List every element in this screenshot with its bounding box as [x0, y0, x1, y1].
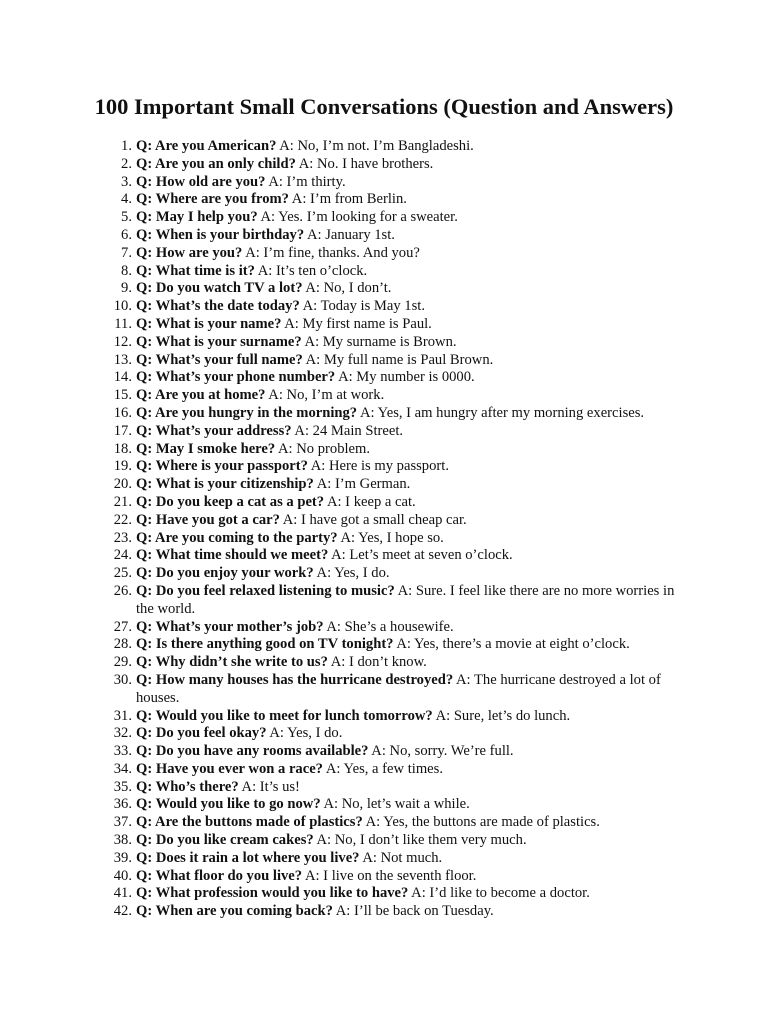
- list-item: [100, 209, 690, 227]
- question-text: Q: May I smoke here?: [136, 440, 276, 457]
- list-item: [100, 352, 690, 370]
- question-text: Q: Do you feel okay?: [136, 725, 267, 742]
- question-text: Q: Who’s there?: [136, 778, 239, 795]
- question-text: Q: Are you hungry in the morning?: [136, 404, 358, 421]
- question-text: Q: Are you American?: [136, 138, 277, 154]
- item-number: 19.: [113, 458, 132, 475]
- question-text: Q: Are you at home?: [136, 387, 266, 404]
- item-number: 42.: [113, 903, 132, 920]
- item-number: 23.: [113, 529, 132, 546]
- list-item: [100, 156, 690, 174]
- list-item: [100, 138, 690, 156]
- list-item: [100, 405, 690, 423]
- answer-text: A: Yes, a few times.: [325, 760, 443, 777]
- answer-text: A: Yes, I do.: [269, 725, 343, 742]
- item-number: 37.: [113, 814, 132, 831]
- question-text: Q: When are you coming back?: [136, 903, 333, 920]
- answer-text: A: No problem.: [278, 440, 371, 457]
- answer-text: A: Yes, I do.: [316, 565, 390, 582]
- question-text: Q: What floor do you live?: [136, 867, 303, 884]
- answer-text: A: No, I don’t like them very much.: [316, 832, 527, 849]
- item-number: 40.: [113, 867, 132, 884]
- answer-text: A: No, sorry. We’re full.: [371, 743, 514, 760]
- item-number: 38.: [113, 832, 132, 849]
- question-text: Q: What’s your phone number?: [136, 369, 336, 386]
- list-item: [100, 191, 690, 209]
- item-number: 32.: [113, 725, 132, 742]
- qa-list: [100, 138, 690, 921]
- answer-text: A: I’d like to become a doctor.: [411, 885, 590, 902]
- list-item: [100, 672, 690, 708]
- list-item: [100, 654, 690, 672]
- question-text: Q: What time should we meet?: [136, 547, 329, 564]
- question-text: Q: How many houses has the hurricane destroyed?: [136, 671, 454, 688]
- item-number: 31.: [113, 707, 132, 724]
- question-text: Q: Where are you from?: [136, 191, 289, 208]
- question-text: Q: Where is your passport?: [136, 458, 308, 475]
- question-text: Q: How old are you?: [136, 173, 266, 190]
- item-number: 24.: [113, 547, 132, 564]
- answer-text: A: The hurricane destroyed a lot of houses.: [136, 671, 661, 706]
- list-item: [100, 565, 690, 583]
- answer-text: A: Yes, there’s a movie at eight o’clock.: [396, 636, 630, 653]
- question-text: Q: Do you have any rooms available?: [136, 743, 369, 760]
- item-number: 8.: [121, 262, 132, 279]
- list-item: [100, 885, 690, 903]
- answer-text: A: Here is my passport.: [310, 458, 449, 475]
- list-item: [100, 369, 690, 387]
- answer-text: A: No. I have brothers.: [298, 155, 434, 172]
- answer-text: A: I’m from Berlin.: [291, 191, 407, 208]
- item-number: 7.: [121, 244, 132, 261]
- answer-text: A: My number is 0000.: [338, 369, 475, 386]
- answer-text: A: Yes, I am hungry after my morning exercises.: [359, 404, 645, 421]
- list-item: [100, 868, 690, 886]
- answer-text: A: It’s us!: [241, 778, 300, 795]
- question-text: Q: Is there anything good on TV tonight?: [136, 636, 394, 653]
- document-title: 100 Important Small Conversations (Question and Answers): [94, 94, 674, 119]
- question-text: Q: What is your name?: [136, 315, 282, 332]
- question-text: Q: What is your surname?: [136, 333, 302, 350]
- item-number: 25.: [113, 565, 132, 582]
- answer-text: A: No, I’m not. I’m Bangladeshi.: [279, 138, 474, 154]
- question-text: Q: Are you an only child?: [136, 155, 296, 172]
- item-number: 34.: [113, 760, 132, 777]
- question-text: Q: Do you feel relaxed listening to music?: [136, 582, 395, 599]
- answer-text: A: 24 Main Street.: [294, 422, 404, 439]
- answer-text: A: I’m fine, thanks. And you?: [245, 244, 420, 261]
- answer-text: A: Today is May 1st.: [302, 298, 425, 315]
- item-number: 5.: [121, 209, 132, 226]
- item-number: 18.: [113, 440, 132, 457]
- question-text: Q: Does it rain a lot where you live?: [136, 849, 360, 866]
- question-text: Q: Would you like to meet for lunch tomorrow?: [136, 707, 433, 724]
- answer-text: A: Not much.: [362, 849, 443, 866]
- answer-text: A: I have got a small cheap car.: [282, 511, 467, 528]
- item-number: 15.: [113, 387, 132, 404]
- list-item: [100, 903, 690, 921]
- list-item: [100, 494, 690, 512]
- list-item: [100, 832, 690, 850]
- question-text: Q: What’s your address?: [136, 422, 292, 439]
- item-number: 33.: [113, 743, 132, 760]
- list-item: [100, 814, 690, 832]
- item-number: 17.: [113, 422, 132, 439]
- item-number: 30.: [113, 671, 132, 688]
- list-item: [100, 796, 690, 814]
- item-number: 3.: [121, 173, 132, 190]
- list-item: [100, 298, 690, 316]
- item-number: 11.: [114, 315, 132, 332]
- question-text: Q: When is your birthday?: [136, 226, 305, 243]
- question-text: Q: May I help you?: [136, 209, 258, 226]
- list-item: [100, 512, 690, 530]
- list-item: [100, 441, 690, 459]
- question-text: Q: Are the buttons made of plastics?: [136, 814, 363, 831]
- question-text: Q: What’s your full name?: [136, 351, 303, 368]
- answer-text: A: January 1st.: [306, 226, 395, 243]
- list-item: [100, 779, 690, 797]
- answer-text: A: My full name is Paul Brown.: [305, 351, 494, 368]
- answer-text: A: I’m German.: [316, 476, 411, 493]
- answer-text: A: It’s ten o’clock.: [257, 262, 368, 279]
- item-number: 4.: [121, 191, 132, 208]
- question-text: Q: What’s your mother’s job?: [136, 618, 324, 635]
- item-number: 12.: [113, 333, 132, 350]
- item-number: 28.: [113, 636, 132, 653]
- list-item: [100, 387, 690, 405]
- list-item: [100, 263, 690, 281]
- list-item: [100, 245, 690, 263]
- question-text: Q: How are you?: [136, 244, 243, 261]
- list-item: [100, 636, 690, 654]
- question-text: Q: Have you ever won a race?: [136, 760, 323, 777]
- answer-text: A: I’m thirty.: [268, 173, 346, 190]
- question-text: Q: What’s the date today?: [136, 298, 300, 315]
- list-item: [100, 547, 690, 565]
- answer-text: A: I don’t know.: [330, 654, 427, 671]
- question-text: Q: Do you keep a cat as a pet?: [136, 493, 325, 510]
- item-number: 2.: [121, 155, 132, 172]
- question-text: Q: What time is it?: [136, 262, 255, 279]
- item-number: 6.: [121, 226, 132, 243]
- item-number: 29.: [113, 654, 132, 671]
- item-number: 9.: [121, 280, 132, 297]
- list-item: [100, 850, 690, 868]
- list-item: [100, 458, 690, 476]
- list-item: [100, 174, 690, 192]
- answer-text: A: My surname is Brown.: [304, 333, 457, 350]
- item-number: 41.: [113, 885, 132, 902]
- question-text: Q: Have you got a car?: [136, 511, 280, 528]
- list-item: [100, 280, 690, 298]
- question-text: Q: Do you enjoy your work?: [136, 565, 314, 582]
- question-text: Q: Do you watch TV a lot?: [136, 280, 303, 297]
- answer-text: A: My first name is Paul.: [284, 315, 432, 332]
- question-text: Q: Would you like to go now?: [136, 796, 321, 813]
- question-text: Q: Why didn’t she write to us?: [136, 654, 328, 671]
- answer-text: A: Sure. I feel like there are no more worries in the world.: [136, 582, 675, 617]
- list-item: [100, 423, 690, 441]
- item-number: 26.: [113, 582, 132, 599]
- answer-text: A: I’ll be back on Tuesday.: [335, 903, 494, 920]
- answer-text: A: She’s a housewife.: [326, 618, 454, 635]
- list-item: [100, 743, 690, 761]
- list-item: [100, 619, 690, 637]
- item-number: 14.: [113, 369, 132, 386]
- item-number: 22.: [113, 511, 132, 528]
- question-text: Q: Are you coming to the party?: [136, 529, 338, 546]
- list-item: [100, 334, 690, 352]
- item-number: 13.: [113, 351, 132, 368]
- list-item: [100, 708, 690, 726]
- answer-text: A: No, I’m at work.: [268, 387, 385, 404]
- answer-text: A: Yes, I hope so.: [340, 529, 444, 546]
- answer-text: A: Let’s meet at seven o’clock.: [331, 547, 513, 564]
- question-text: Q: What is your citizenship?: [136, 476, 314, 493]
- list-item: [100, 316, 690, 334]
- list-item: [100, 761, 690, 779]
- answer-text: A: Yes. I’m looking for a sweater.: [260, 209, 458, 226]
- item-number: 10.: [113, 298, 132, 315]
- list-item: [100, 530, 690, 548]
- answer-text: A: No, I don’t.: [305, 280, 392, 297]
- item-number: 20.: [113, 476, 132, 493]
- answer-text: A: No, let’s wait a while.: [323, 796, 470, 813]
- answer-text: A: I keep a cat.: [326, 493, 416, 510]
- item-number: 39.: [113, 849, 132, 866]
- list-item: [100, 476, 690, 494]
- item-number: 21.: [113, 493, 132, 510]
- item-number: 1.: [121, 138, 132, 154]
- list-item: [100, 227, 690, 245]
- question-text: Q: What profession would you like to have?: [136, 885, 409, 902]
- list-item: [100, 725, 690, 743]
- list-item: [100, 583, 690, 619]
- item-number: 35.: [113, 778, 132, 795]
- answer-text: A: Yes, the buttons are made of plastics.: [365, 814, 600, 831]
- item-number: 27.: [113, 618, 132, 635]
- answer-text: A: Sure, let’s do lunch.: [435, 707, 571, 724]
- answer-text: A: I live on the seventh floor.: [304, 867, 477, 884]
- item-number: 36.: [113, 796, 132, 813]
- item-number: 16.: [113, 404, 132, 421]
- question-text: Q: Do you like cream cakes?: [136, 832, 314, 849]
